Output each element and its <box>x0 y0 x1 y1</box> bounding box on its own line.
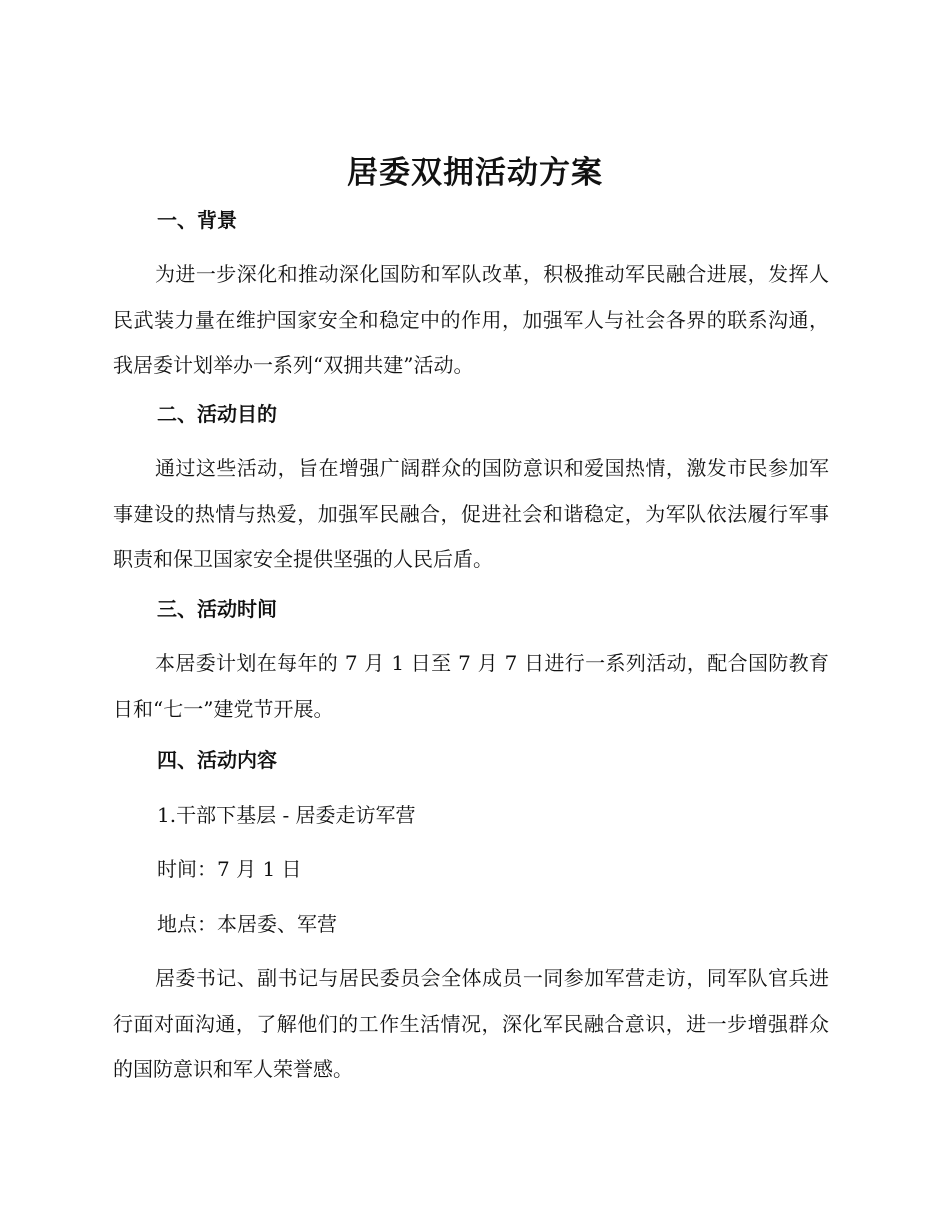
section-heading-time: 三、活动时间 <box>157 597 277 621</box>
section-paragraph-background: 为进一步深化和推动深化国防和军队改革，积极推动军民融合进展，发挥人民武装力量在维护国家安全和稳定中的作用，加强军人与社会各界的联系沟通，我居委计划举办一系列“双拥共建”活动。 <box>113 262 829 377</box>
content-item-time: 时间：7 月 1 日 <box>157 857 302 881</box>
section-heading-content: 四、活动内容 <box>157 748 277 772</box>
content-item-description: 居委书记、副书记与居民委员会全体成员一同参加军营走访，同军队官兵进行面对面沟通，了解他们的工作生活情况，深化军民融合意识，进一步增强群众的国防意识和军人荣誉感。 <box>113 966 829 1081</box>
document-title: 居委双拥活动方案 <box>347 155 603 191</box>
content-item-title: 1.干部下基层 - 居委走访军营 <box>157 803 416 827</box>
content-item-place: 地点：本居委、军营 <box>157 912 337 936</box>
section-heading-background: 一、背景 <box>157 208 237 232</box>
section-paragraph-time: 本居委计划在每年的 7 月 1 日至 7 月 7 日进行一系列活动，配合国防教育日和“七一”建党节开展。 <box>113 651 829 721</box>
section-heading-purpose: 二、活动目的 <box>157 402 277 426</box>
section-paragraph-purpose: 通过这些活动，旨在增强广阔群众的国防意识和爱国热情，激发市民参加军事建设的热情与热爱，加强军民融合，促进社会和谐稳定，为军队依法履行军事职责和保卫国家安全提供坚强的人民后盾。 <box>113 456 829 571</box>
